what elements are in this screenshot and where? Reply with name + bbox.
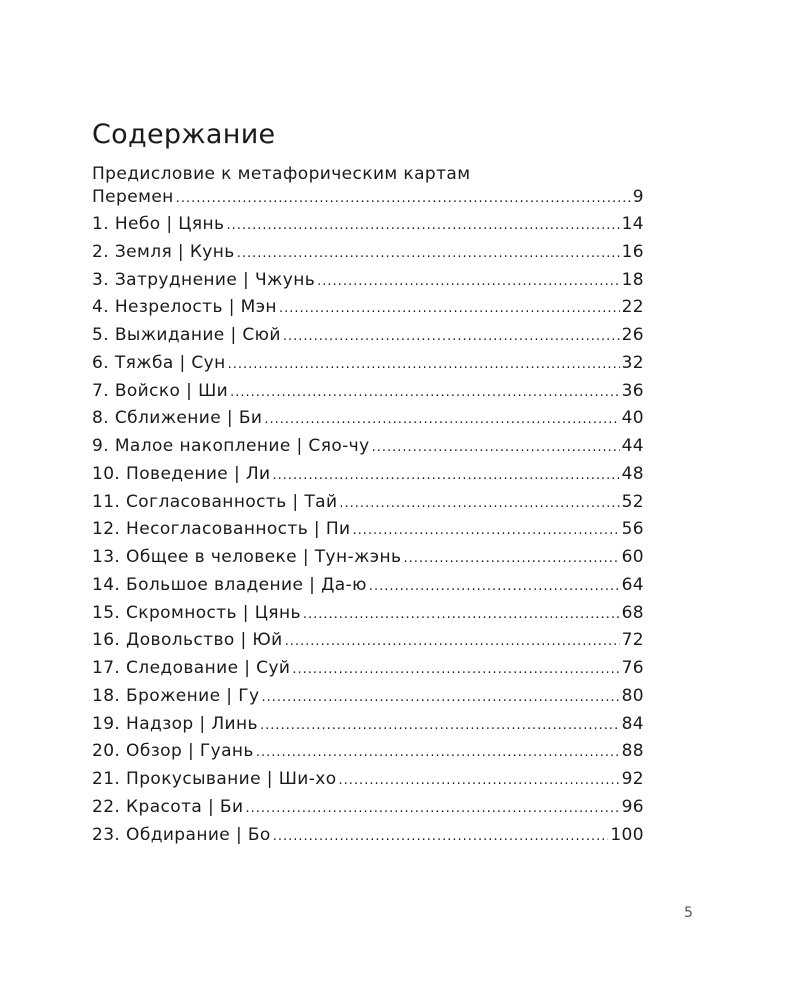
toc-entry[interactable] [92, 433, 644, 461]
toc-entry-title: 21. Прокусывание | Ши-хо [92, 769, 337, 789]
toc-page-number: 52 [621, 491, 644, 512]
toc-entry-title: 14. Большое владение | Да-ю [92, 574, 367, 595]
dot-leader [176, 188, 631, 210]
toc-page-number: 72 [621, 630, 644, 651]
toc-entry[interactable] [92, 711, 644, 739]
toc-page-number: 100 [610, 824, 644, 845]
toc-page-number: 92 [621, 769, 644, 789]
table-of-contents [92, 162, 644, 849]
toc-entry-title: 2. Земля | Кунь [92, 241, 235, 262]
toc-page-number: 36 [621, 380, 644, 401]
toc-entry[interactable] [92, 322, 644, 350]
dot-leader [256, 739, 620, 767]
toc-entry[interactable] [92, 239, 644, 267]
toc-entry-title: 4. Незрелость | Мэн [92, 297, 277, 318]
toc-page-number: 80 [621, 685, 644, 706]
dot-leader [403, 545, 619, 573]
dot-leader [237, 240, 620, 268]
dot-leader [228, 351, 620, 379]
toc-page-number: 56 [621, 519, 644, 540]
toc-entry-title: 13. Общее в человеке | Тун-жэнь [92, 547, 402, 567]
toc-page-number: 14 [621, 214, 644, 234]
toc-entry[interactable] [92, 600, 644, 628]
toc-page-number: 68 [621, 602, 644, 623]
dot-leader [273, 823, 609, 851]
toc-entry[interactable] [92, 350, 644, 378]
dot-leader [273, 462, 620, 490]
toc-page-number: 44 [621, 436, 644, 456]
toc-page-number: 48 [621, 463, 644, 484]
toc-page-number: 40 [621, 408, 644, 429]
toc-entry-title: 11. Согласованность | Тай [92, 491, 338, 512]
dot-leader [279, 295, 620, 323]
toc-entry-title: 12. Несогласованность | Пи [92, 519, 351, 540]
toc-entry-title: 3. Затруднение | Чжунь [92, 269, 316, 290]
dot-leader [339, 490, 619, 518]
toc-page-number: 96 [621, 796, 644, 817]
toc-entry[interactable] [92, 405, 644, 433]
toc-page-number: 60 [621, 547, 644, 567]
dot-leader [226, 212, 619, 240]
dot-leader [285, 628, 620, 656]
toc-entry[interactable] [92, 516, 644, 544]
toc-entry[interactable] [92, 738, 644, 766]
toc-entry-title: 7. Войско | Ши [92, 380, 229, 401]
toc-entry[interactable] [92, 489, 644, 517]
page-number: 5 [684, 905, 694, 921]
toc-preface-entry[interactable] [92, 162, 644, 208]
toc-entry-title: 15. Скромность | Цянь [92, 602, 301, 623]
toc-page-number: 26 [621, 325, 644, 345]
dot-leader [283, 323, 620, 351]
toc-entry-title: 1. Небо | Цянь [92, 214, 225, 234]
toc-entry-title: 18. Брожение | Гу [92, 685, 260, 706]
toc-entry[interactable] [92, 766, 644, 794]
toc-entry[interactable] [92, 655, 644, 683]
toc-entry-title: 10. Поведение | Ли [92, 463, 271, 484]
toc-entry-title: 23. Обдирание | Бо [92, 824, 271, 845]
dot-leader [339, 767, 620, 795]
toc-entry[interactable] [92, 794, 644, 822]
toc-entry-title: 20. Обзор | Гуань [92, 741, 254, 762]
toc-entry-title: 22. Красота | Би [92, 796, 244, 817]
toc-entry[interactable] [92, 267, 644, 295]
toc-entry-title: 17. Следование | Суй [92, 658, 291, 678]
dot-leader [245, 795, 619, 823]
toc-entry[interactable] [92, 461, 644, 489]
toc-page-number: 9 [632, 187, 644, 207]
dot-leader [303, 601, 620, 629]
toc-entry[interactable] [92, 822, 644, 850]
toc-page-number: 64 [621, 574, 644, 595]
dot-leader [353, 517, 620, 545]
dot-leader [264, 406, 619, 434]
toc-entry-title: 6. Тяжба | Сун [92, 352, 226, 373]
toc-entry-title: 9. Малое накопление | Сяо-чу [92, 436, 370, 456]
toc-entry[interactable] [92, 544, 644, 572]
toc-page-number: 32 [621, 352, 644, 373]
toc-entry-title: 5. Выжидание | Сюй [92, 325, 281, 345]
toc-entry-title: 16. Довольство | Юй [92, 630, 283, 651]
toc-entry[interactable] [92, 211, 644, 239]
toc-entry[interactable] [92, 572, 644, 600]
toc-page-number: 76 [621, 658, 644, 678]
dot-leader [372, 434, 620, 462]
toc-page-number: 16 [621, 241, 644, 262]
toc-entry[interactable] [92, 683, 644, 711]
dot-leader [369, 573, 620, 601]
toc-entry[interactable] [92, 627, 644, 655]
dot-leader [260, 712, 620, 740]
toc-page-number: 84 [621, 713, 644, 734]
dot-leader [230, 379, 619, 407]
toc-page-number: 88 [621, 741, 644, 762]
toc-entry-title: 8. Сближение | Би [92, 408, 263, 429]
page-title: Содержание [92, 119, 276, 150]
toc-preface-title-cont: Перемен [92, 187, 174, 207]
toc-entry[interactable] [92, 294, 644, 322]
toc-page-number: 18 [621, 269, 644, 290]
dot-leader [292, 656, 619, 684]
toc-entry[interactable] [92, 378, 644, 406]
toc-preface-title: Предисловие к метафорическим картам [92, 164, 471, 184]
dot-leader [317, 268, 619, 296]
dot-leader [261, 684, 619, 712]
toc-entry-title: 19. Надзор | Линь [92, 713, 258, 734]
toc-page-number: 22 [621, 297, 644, 318]
